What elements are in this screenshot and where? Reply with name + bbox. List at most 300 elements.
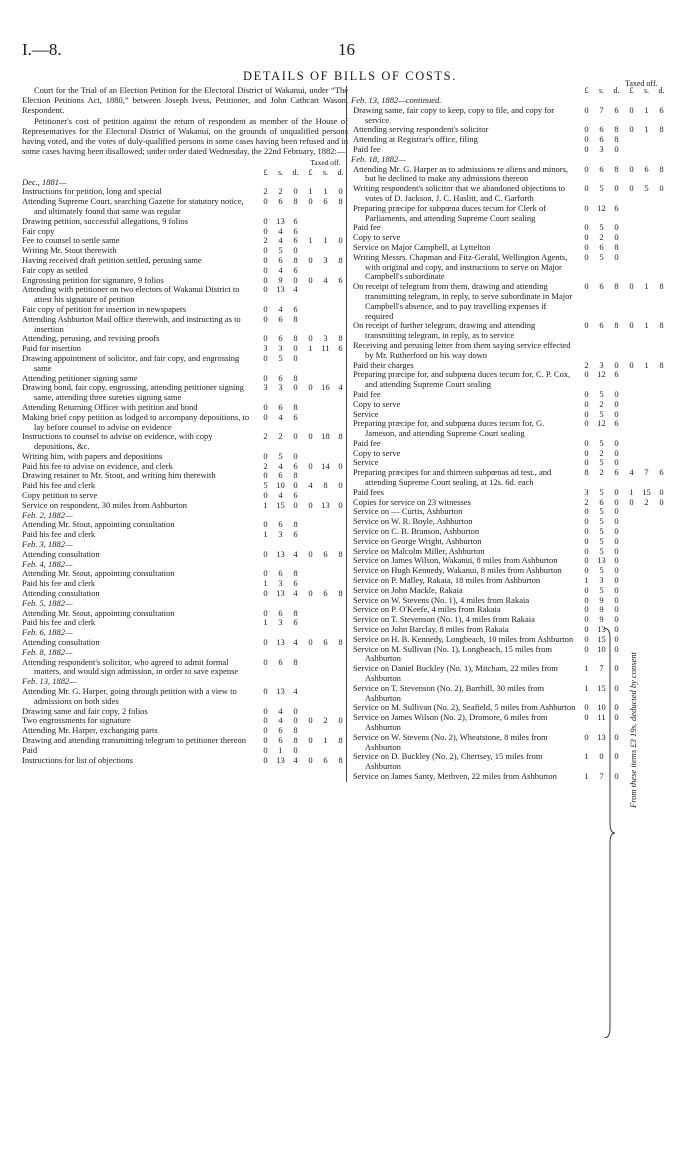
charged-pounds: 0	[584, 702, 589, 713]
taxed-off-amount	[303, 276, 348, 286]
charged-pence: 0	[293, 499, 298, 510]
charged-shillings: 4	[278, 303, 283, 314]
taxed-off-pence: 8	[338, 588, 343, 599]
item-description: Attending consultation	[22, 548, 100, 559]
line-item	[347, 135, 669, 145]
left-items-list	[22, 178, 348, 766]
taxed-off-pounds: 0	[308, 333, 313, 344]
charged-shillings: 7	[599, 104, 604, 115]
charged-shillings: 13	[276, 637, 285, 648]
item-description: Preparing præcipe for subpœna duces tecum for Clerk of Parliaments, and attending Supreme Court sealing	[353, 202, 547, 223]
charged-pounds: 0	[584, 633, 589, 644]
charged-pence: 8	[614, 124, 619, 135]
charged-pounds: 0	[584, 437, 589, 448]
charged-pounds: 0	[263, 607, 268, 618]
right-items-list	[347, 96, 669, 782]
charged-shillings: 7	[599, 770, 604, 781]
pence-header: d.	[292, 167, 299, 177]
charged-shillings: 5	[599, 457, 604, 468]
page-number: 16	[338, 40, 355, 59]
charged-pence: 0	[614, 526, 619, 537]
charged-shillings: 9	[599, 614, 604, 625]
item-description: Service on C. B. Branson, Ashburton	[353, 526, 480, 537]
taxed-off-pence: 0	[338, 499, 343, 510]
item-description: Preparing præcipe for, and subpœna duces tecum for, C. P. Cox, and attending Supreme Court sealing	[353, 369, 571, 390]
taxed-off-pounds: 0	[308, 431, 313, 442]
charged-pence: 0	[614, 643, 619, 654]
charged-shillings: 3	[278, 617, 283, 628]
item-description: Service on George Wright, Ashburton	[353, 535, 482, 546]
charged-pounds: 5	[263, 480, 268, 491]
taxed-off-amount	[303, 589, 348, 599]
charged-shillings: 15	[597, 682, 606, 693]
charged-pence: 0	[614, 388, 619, 399]
line-item	[22, 315, 348, 335]
charged-pounds: 0	[263, 568, 268, 579]
charged-pence: 0	[614, 143, 619, 154]
charged-pounds: 0	[263, 411, 268, 422]
item-description: Writing respondent's solicitor that we abandoned objections to votes of D. Jackson, J. C. Haslitt, and C. Garforth	[353, 183, 565, 203]
line-item	[22, 736, 348, 746]
line-item	[347, 752, 669, 772]
line-item	[347, 468, 669, 488]
shilling-header: s.	[277, 167, 284, 177]
charged-pounds: 1	[263, 529, 268, 540]
item-description: Service on John Mackle, Rakaia	[353, 584, 463, 595]
item-description: Copies for service on 23 witnesses	[353, 496, 471, 507]
taxed-off-header: Taxed off.	[625, 79, 658, 88]
charged-shillings: 5	[599, 516, 604, 527]
charged-pounds: 0	[584, 457, 589, 468]
charged-pence: 0	[614, 457, 619, 468]
charged-pounds: 0	[584, 388, 589, 399]
taxed-off-amount	[624, 106, 669, 116]
taxed-off-shillings: 14	[321, 460, 330, 471]
taxed-off-pounds: 0	[308, 274, 313, 285]
charged-pence: 0	[293, 450, 298, 461]
taxed-off-amount	[303, 756, 348, 766]
grouping-brace	[602, 628, 616, 1038]
charged-shillings: 5	[599, 408, 604, 419]
taxed-off-pence: 0	[338, 715, 343, 726]
charged-pence: 0	[293, 343, 298, 354]
charged-amount	[258, 354, 303, 364]
item-description: Service on M. Sullivan (No. 2), Seafield, 5 miles from Ashburton	[353, 702, 576, 713]
charged-pence: 0	[614, 359, 619, 370]
charged-pounds: 0	[584, 594, 589, 605]
taxed-off-amount	[303, 236, 348, 246]
charged-shillings: 3	[599, 359, 604, 370]
item-description: Service on Malcolm Miller, Ashburton	[353, 545, 485, 556]
charged-pence: 8	[293, 254, 298, 265]
charged-pounds: 0	[584, 584, 589, 595]
deduction-note	[626, 640, 640, 820]
item-description: Paid fee	[353, 222, 381, 233]
item-description: Paid	[22, 744, 38, 755]
charged-pounds: 3	[584, 486, 589, 497]
line-item	[22, 383, 348, 403]
charged-shillings: 5	[278, 245, 283, 256]
line-item	[22, 285, 348, 305]
charged-pence: 6	[293, 235, 298, 246]
line-item	[22, 197, 348, 217]
item-description: Attending consultation	[22, 588, 100, 599]
taxed-off-shillings: 7	[644, 467, 649, 478]
charged-pounds: 0	[584, 398, 589, 409]
charged-pence: 0	[614, 584, 619, 595]
charged-shillings: 3	[278, 382, 283, 393]
charged-pence: 0	[614, 614, 619, 625]
charged-amount	[258, 197, 303, 207]
charged-shillings: 2	[278, 431, 283, 442]
charged-shillings: 9	[599, 594, 604, 605]
charged-pence: 0	[614, 594, 619, 605]
charged-shillings: 3	[278, 529, 283, 540]
taxed-off-pence: 8	[659, 359, 664, 370]
charged-pounds: 0	[584, 535, 589, 546]
charged-shillings: 12	[597, 369, 606, 380]
line-item	[22, 687, 348, 707]
charged-shillings: 13	[276, 686, 285, 697]
charged-shillings: 4	[278, 411, 283, 422]
item-description: Attending Mr. Stout, appointing consultation	[22, 607, 175, 618]
taxed-off-pounds: 0	[629, 124, 634, 135]
charged-shillings: 2	[599, 447, 604, 458]
charged-shillings: 4	[278, 715, 283, 726]
item-description: Preparing præcipes for and thirteen subpœnas ad test., and attending Supreme Court sealing, at 12s. 6d. each	[353, 467, 552, 488]
charged-pounds: 0	[263, 490, 268, 501]
charged-pounds: 0	[263, 401, 268, 412]
line-item	[347, 282, 669, 321]
item-description: Receiving and perusing letter from them saying service effected by Mr. Rutherford on his way down	[353, 339, 571, 360]
item-description: Paid their charges	[353, 359, 414, 370]
line-item	[22, 413, 348, 433]
charged-pounds: 0	[584, 408, 589, 419]
date-heading: Dec., 1881—	[22, 176, 67, 187]
charged-pence: 0	[614, 555, 619, 566]
charged-shillings: 5	[599, 251, 604, 262]
charged-pence: 6	[293, 215, 298, 226]
charged-shillings: 13	[276, 284, 285, 295]
charged-pence: 4	[293, 686, 298, 697]
line-item	[347, 733, 669, 753]
taxed-off-shillings: 3	[323, 333, 328, 344]
taxed-off-pounds: 0	[629, 359, 634, 370]
item-description: Copy to serve	[353, 398, 401, 409]
line-item	[347, 449, 669, 459]
charged-shillings: 6	[278, 568, 283, 579]
item-description: Writing Messrs. Chapman and Fitz-Gerald, Wellington Agents, with original and copy, and instructions to serve on Major Campbell's subordinate	[353, 251, 568, 282]
charged-pence: 0	[614, 633, 619, 644]
line-item	[347, 341, 669, 361]
charged-shillings: 15	[597, 633, 606, 644]
charged-pounds: 0	[584, 555, 589, 566]
item-description: Writing him, with papers and depositions	[22, 450, 163, 461]
charged-shillings: 3	[278, 343, 283, 354]
taxed-off-pounds: 0	[308, 499, 313, 510]
line-item	[22, 658, 348, 678]
taxed-off-amount	[624, 468, 669, 478]
taxed-off-pounds: 0	[308, 588, 313, 599]
charged-amount	[258, 687, 303, 697]
charged-pence: 8	[293, 607, 298, 618]
charged-pence: 8	[614, 163, 619, 174]
item-description: Having received draft petition settled, perusing same	[22, 254, 202, 265]
charged-pounds: 0	[584, 712, 589, 723]
charged-pounds: 8	[584, 467, 589, 478]
charged-pounds: 0	[584, 565, 589, 576]
line-item	[347, 713, 669, 733]
charged-amount	[258, 618, 303, 628]
charged-shillings: 13	[597, 555, 606, 566]
item-description: Service	[353, 408, 379, 419]
charged-pence: 0	[614, 398, 619, 409]
taxed-off-pounds: 1	[308, 186, 313, 197]
taxed-off-amount	[624, 361, 669, 371]
taxed-off-pence: 0	[338, 186, 343, 197]
date-heading: Feb. 13, 1882—continued.	[351, 95, 442, 105]
item-description: Attending Mr. Harper, exchanging parts	[22, 725, 158, 736]
taxed-off-amount	[303, 432, 348, 442]
charged-amount	[579, 468, 624, 478]
charged-pounds: 0	[263, 548, 268, 559]
charged-pence: 8	[293, 470, 298, 481]
item-description: Paid fee	[353, 388, 381, 399]
taxed-off-amount	[624, 165, 669, 175]
charged-pence: 0	[614, 712, 619, 723]
line-item	[347, 684, 669, 704]
charged-pounds: 0	[584, 614, 589, 625]
charged-pence: 8	[614, 320, 619, 331]
item-description: Attending Mr. Stout, appointing consultation	[22, 568, 175, 579]
taxed-off-pence: 8	[338, 196, 343, 207]
taxed-off-amount	[624, 498, 669, 508]
charged-pounds: 0	[263, 274, 268, 285]
taxed-off-amount	[303, 197, 348, 207]
charged-pounds: 0	[584, 202, 589, 213]
taxed-off-shillings: 1	[323, 186, 328, 197]
charged-pounds: 0	[263, 264, 268, 275]
charged-pence: 0	[614, 516, 619, 527]
charged-amount	[258, 550, 303, 560]
item-description: Service on W. Stevens (No. 1), 4 miles from Rakaia	[353, 594, 530, 605]
charged-shillings: 5	[599, 506, 604, 517]
taxed-off-amount	[303, 716, 348, 726]
charged-amount	[258, 530, 303, 540]
page-title: DETAILS OF BILLS OF COSTS.	[243, 69, 457, 83]
charged-pounds: 0	[584, 134, 589, 145]
line-item	[347, 106, 669, 126]
charged-amount	[579, 165, 624, 175]
taxed-off-pence: 4	[338, 382, 343, 393]
item-description: Attending petitioner signing same	[22, 372, 138, 383]
date-heading: Feb. 18, 1882—	[351, 153, 406, 164]
charged-pence: 0	[614, 535, 619, 546]
item-description: Service on M. Sullivan (No. 1), Longbeach, 15 miles from Ashburton	[353, 643, 553, 664]
charged-pounds: 1	[584, 770, 589, 781]
charged-pounds: 2	[263, 431, 268, 442]
charged-shillings: 6	[599, 496, 604, 507]
item-description: Copy petition to serve	[22, 490, 98, 501]
charged-pounds: 0	[263, 333, 268, 344]
charged-pounds: 0	[263, 519, 268, 530]
date-heading: Feb. 8, 1882—	[22, 646, 73, 657]
charged-pounds: 0	[584, 104, 589, 115]
pence-header: d.	[613, 86, 620, 96]
charged-pence: 8	[293, 519, 298, 530]
taxed-off-pence: 8	[338, 254, 343, 265]
charged-pence: 0	[293, 274, 298, 285]
right-column	[346, 86, 669, 782]
charged-amount	[579, 253, 624, 263]
charged-pounds: 2	[584, 359, 589, 370]
taxed-off-pounds: 0	[308, 715, 313, 726]
charged-shillings: 5	[599, 183, 604, 194]
charged-pence: 0	[614, 545, 619, 556]
charged-pounds: 2	[263, 186, 268, 197]
pence-header: d.	[658, 86, 665, 96]
taxed-off-pounds: 0	[629, 281, 634, 292]
item-description: Service on James Wilson, Wakanui, 8 miles from Ashburton	[353, 555, 558, 566]
charged-pounds: 0	[263, 303, 268, 314]
taxed-off-pence: 8	[338, 637, 343, 648]
item-description: Service on respondent, 30 miles from Ashburton	[22, 499, 188, 510]
taxed-off-pounds: 0	[308, 460, 313, 471]
item-description: Paid his fee and clerk	[22, 578, 96, 589]
taxed-off-pounds: 1	[308, 235, 313, 246]
charged-pounds: 0	[584, 232, 589, 243]
item-description: Paid fee	[353, 143, 381, 154]
charged-amount	[258, 383, 303, 393]
charged-pence: 0	[293, 186, 298, 197]
column-header	[22, 159, 348, 178]
charged-pence: 0	[614, 682, 619, 693]
charged-pounds: 0	[263, 254, 268, 265]
taxed-off-pence: 0	[659, 486, 664, 497]
charged-amount	[258, 413, 303, 423]
charged-pounds: 1	[263, 578, 268, 589]
charged-pounds: 3	[263, 382, 268, 393]
charged-shillings: 15	[276, 499, 285, 510]
date-heading: Feb. 6, 1882—	[22, 627, 73, 638]
item-description: Paid his fee and clerk	[22, 529, 96, 540]
charged-amount	[579, 321, 624, 331]
shilling-header: s.	[598, 86, 605, 96]
charged-pence: 6	[614, 418, 619, 429]
charged-shillings: 4	[278, 705, 283, 716]
item-description: Instructions for list of objections	[22, 754, 133, 765]
line-item	[22, 756, 348, 766]
item-description: Fair copy as settled	[22, 264, 88, 275]
taxed-off-shillings: 4	[323, 274, 328, 285]
item-description: Instructions to counsel to advise on evidence, with copy depositions, &c.	[22, 431, 213, 452]
charged-pounds: 0	[584, 526, 589, 537]
taxed-off-header: Taxed off.	[310, 157, 341, 167]
charged-pence: 0	[614, 751, 619, 762]
item-description: Drawing same, fair copy to keep, copy to file, and copy for service	[353, 104, 555, 125]
charged-pence: 0	[614, 222, 619, 233]
taxed-off-pounds: 0	[308, 735, 313, 745]
item-description: Copy to serve	[353, 447, 401, 458]
charged-pounds: 0	[263, 225, 268, 236]
charged-shillings: 10	[597, 702, 606, 713]
charged-pounds: 0	[584, 516, 589, 527]
taxed-off-pence: 0	[659, 496, 664, 507]
item-description: Drawing and attending transmitting telegram to petitioner thereon	[22, 735, 247, 745]
charged-pounds: 0	[584, 163, 589, 174]
left-column	[22, 86, 348, 765]
charged-pence: 0	[614, 604, 619, 615]
taxed-off-pounds: 0	[308, 548, 313, 559]
taxed-off-shillings: 1	[323, 735, 328, 745]
item-description: Attending at Registrar's office, filing	[353, 134, 478, 145]
charged-shillings: 4	[278, 490, 283, 501]
charged-amount	[579, 204, 624, 214]
taxed-off-shillings: 11	[321, 343, 330, 354]
charged-pounds: 0	[584, 731, 589, 742]
charged-shillings: 6	[278, 519, 283, 530]
taxed-off-shillings: 1	[644, 320, 649, 331]
charged-shillings: 5	[599, 388, 604, 399]
item-description: Service on T. Stevenson (No. 2), Barrhill, 30 miles from Ashburton	[353, 682, 545, 703]
taxed-off-pence: 0	[338, 235, 343, 246]
charged-pounds: 0	[584, 241, 589, 252]
charged-pounds: 0	[584, 183, 589, 194]
date-heading: Feb. 3, 1882—	[22, 539, 73, 550]
item-description: Attending Mr. G. Harper, going through petition with a view to admissions on both sides	[22, 686, 237, 706]
charged-pounds: 1	[584, 663, 589, 674]
taxed-off-pounds: 0	[308, 254, 313, 265]
charged-pence: 0	[614, 408, 619, 419]
charged-shillings: 6	[278, 254, 283, 265]
item-description: Drawing same and fair copy, 2 folios	[22, 705, 148, 716]
charged-pence: 0	[614, 702, 619, 713]
taxed-off-pounds: 0	[629, 320, 634, 331]
taxed-off-shillings: 18	[321, 431, 330, 442]
charged-shillings: 3	[278, 578, 283, 589]
charged-shillings: 5	[599, 526, 604, 537]
charged-pence: 8	[293, 196, 298, 207]
charged-amount	[579, 106, 624, 116]
charged-shillings: 6	[599, 134, 604, 145]
line-item	[347, 204, 669, 224]
charged-shillings: 5	[599, 535, 604, 546]
item-description: Paid fees	[353, 486, 384, 497]
charged-pence: 0	[293, 480, 298, 491]
charged-shillings: 5	[599, 545, 604, 556]
charged-shillings: 2	[599, 232, 604, 243]
taxed-off-shillings: 6	[323, 548, 328, 559]
charged-shillings: 6	[278, 196, 283, 207]
charged-shillings: 2	[599, 467, 604, 478]
taxed-off-amount	[303, 550, 348, 560]
document-reference: I.—8.	[22, 40, 62, 59]
charged-pounds: 0	[263, 705, 268, 716]
charged-pence: 0	[614, 663, 619, 674]
charged-amount	[579, 184, 624, 194]
item-description: Attending Ashburton Mail office therewith, and instructing as to insertion	[22, 313, 241, 334]
taxed-off-pence: 8	[338, 548, 343, 559]
line-item	[347, 645, 669, 665]
taxed-off-shillings: 1	[644, 359, 649, 370]
item-description: On receipt of further telegram, drawing and attending transmitting telegram, in reply, as to service	[353, 320, 536, 341]
item-description: On receipt of telegram from them, drawing and attending transmitting telegram, in reply, to serve subordinate in Major Campbell's absence, and to pay travelling expenses if required	[353, 281, 573, 321]
charged-shillings: 6	[278, 607, 283, 618]
charged-pence: 6	[293, 303, 298, 314]
charged-pence: 0	[614, 486, 619, 497]
item-description: Service on — Curtis, Ashburton	[353, 506, 463, 517]
taxed-off-pence: 8	[659, 124, 664, 135]
